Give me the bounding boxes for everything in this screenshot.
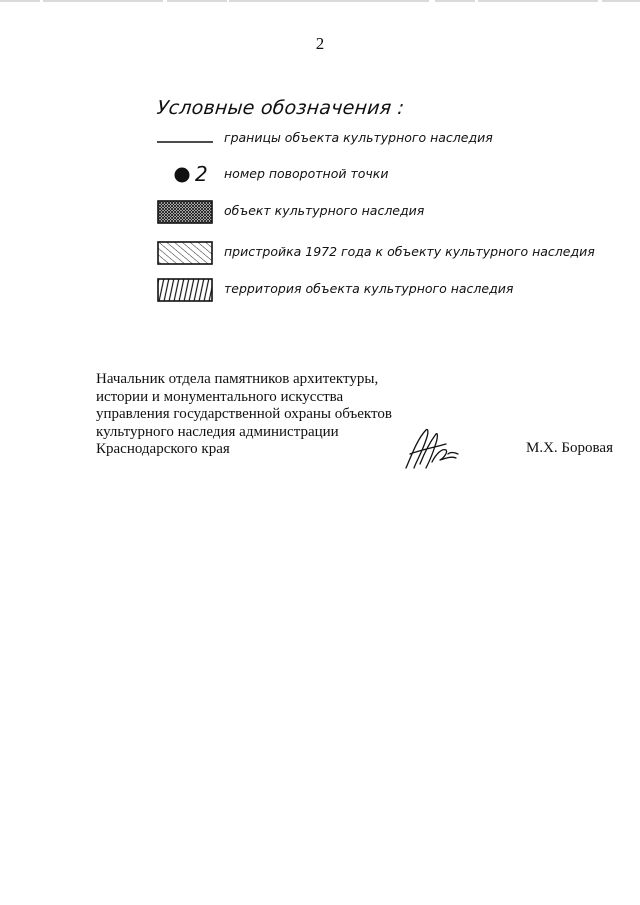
legend-label-extension: пристройка 1972 года к объекту культурного наследия — [224, 244, 595, 259]
legend-row-heritage-object — [157, 200, 597, 224]
handwritten-signature — [402, 424, 464, 472]
heritage-object-crosshatch-symbol — [157, 200, 213, 224]
legend-label-turning-point: номер поворотной точки — [224, 166, 389, 181]
signer-position-line: Начальник отдела памятников архитектуры, — [96, 371, 379, 387]
signer-position-line: культурного наследия администрации — [96, 423, 339, 440]
signer-position-line: истории и монументального искусства — [96, 388, 344, 405]
legend-row-boundary — [157, 127, 597, 151]
turning-point-number: 2 — [195, 162, 208, 186]
extension-diagonal-hatch-symbol — [157, 241, 213, 265]
signer-name: М.Х. Боровая — [526, 440, 613, 456]
top-scan-rule — [0, 0, 640, 2]
legend-row-turning-point — [157, 163, 597, 187]
legend-label-territory: территория объекта культурного наследия — [224, 281, 514, 296]
legend-label-boundary: границы объекта культурного наследия — [224, 130, 493, 145]
page-number: 2 — [315, 34, 325, 53]
signer-position — [96, 371, 392, 459]
legend-row-extension — [157, 241, 597, 265]
legend-title: Условные обозначения : — [155, 97, 406, 119]
signer-position-line: Краснодарского края — [96, 441, 230, 457]
signer-position-line: управления государственной охраны объектов — [96, 406, 392, 422]
legend-row-territory — [157, 278, 597, 302]
legend-label-heritage-object: объект культурного наследия — [224, 203, 425, 218]
boundary-line-symbol — [157, 127, 213, 151]
territory-vertical-hatch-symbol — [157, 278, 213, 302]
